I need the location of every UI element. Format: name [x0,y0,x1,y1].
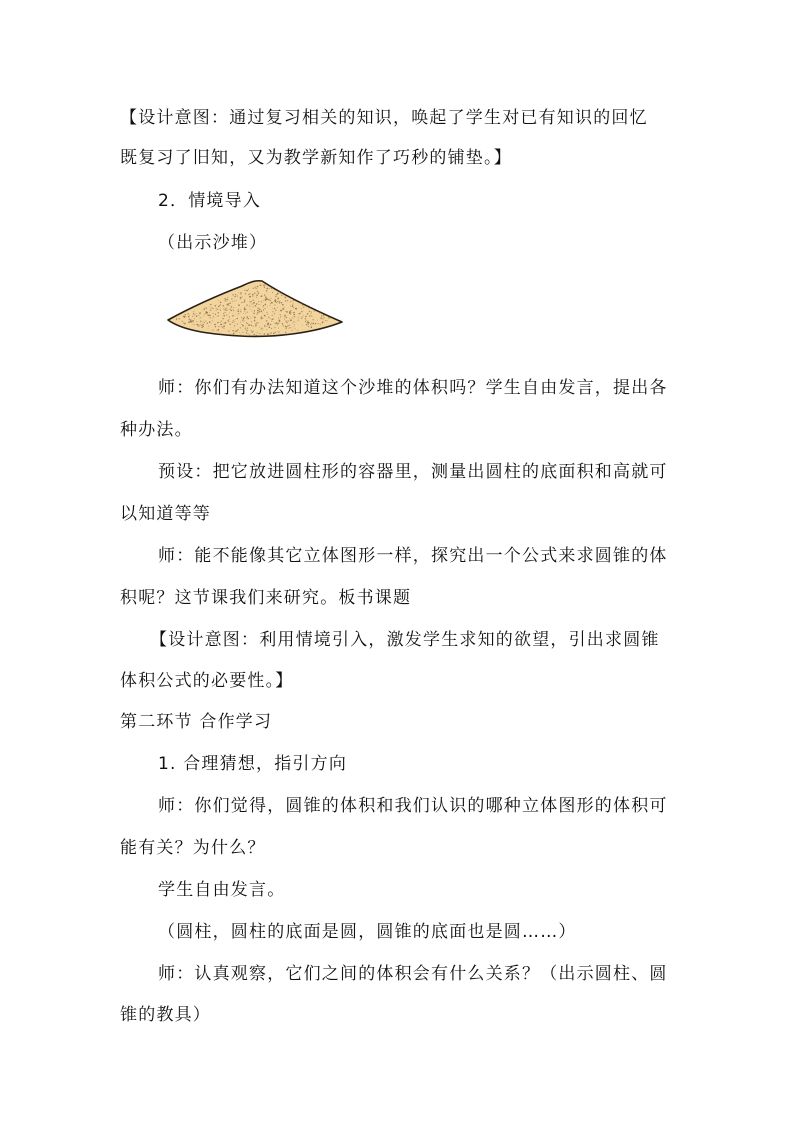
design-intent-2-line-1: 【设计意图：利用情境引入，激发学生求知的欲望，引出求圆锥 [150,630,660,650]
teacher-question-4-line-2: 锥的教具） [120,1005,211,1025]
teacher-question-2-line-1: 师：能不能像其它立体图形一样，探究出一个公式来求圆锥的体 [158,546,668,566]
teacher-question-3-line-1: 师：你们觉得，圆锥的体积和我们认识的哪种立体图形的体积可 [158,796,668,816]
show-sand-pile: （出示沙堆） [158,233,268,253]
teacher-question-1-line-2: 种办法。 [120,420,193,440]
teacher-question-3-line-2: 能有关？为什么？ [120,838,266,858]
students-speak: 学生自由发言。 [158,880,286,900]
preset-line-1: 预设：把它放进圆柱形的容器里，测量出圆柱的底面积和高就可 [158,462,668,482]
design-intent-2-line-2: 体积公式的必要性。】 [120,671,294,691]
teacher-question-2-line-2: 积呢？这节课我们来研究。板书课题 [120,588,412,608]
sand-pile-illustration [164,276,346,342]
section-situation-intro: 2．情境导入 [158,191,262,211]
teacher-question-4-line-1: 师：认真观察，它们之间的体积会有什么关系？（出示圆柱、圆 [158,964,668,984]
design-intent-1-line-1: 【设计意图：通过复习相关的知识，唤起了学生对已有知识的回忆 [120,108,648,128]
reasonable-guess-heading: 1. 合理猜想，指引方向 [158,754,348,774]
preset-line-2: 以知道等等 [120,504,211,524]
design-intent-1-line-2: 既复习了旧知，又为教学新知作了巧秒的铺垫。】 [120,148,512,168]
section-two-heading: 第二环节 合作学习 [120,712,273,732]
teacher-question-1-line-1: 师：你们有办法知道这个沙堆的体积吗？学生自由发言，提出各 [158,378,668,398]
answer-cylinder: （圆柱，圆柱的底面是圆，圆锥的底面也是圆……） [158,922,577,942]
